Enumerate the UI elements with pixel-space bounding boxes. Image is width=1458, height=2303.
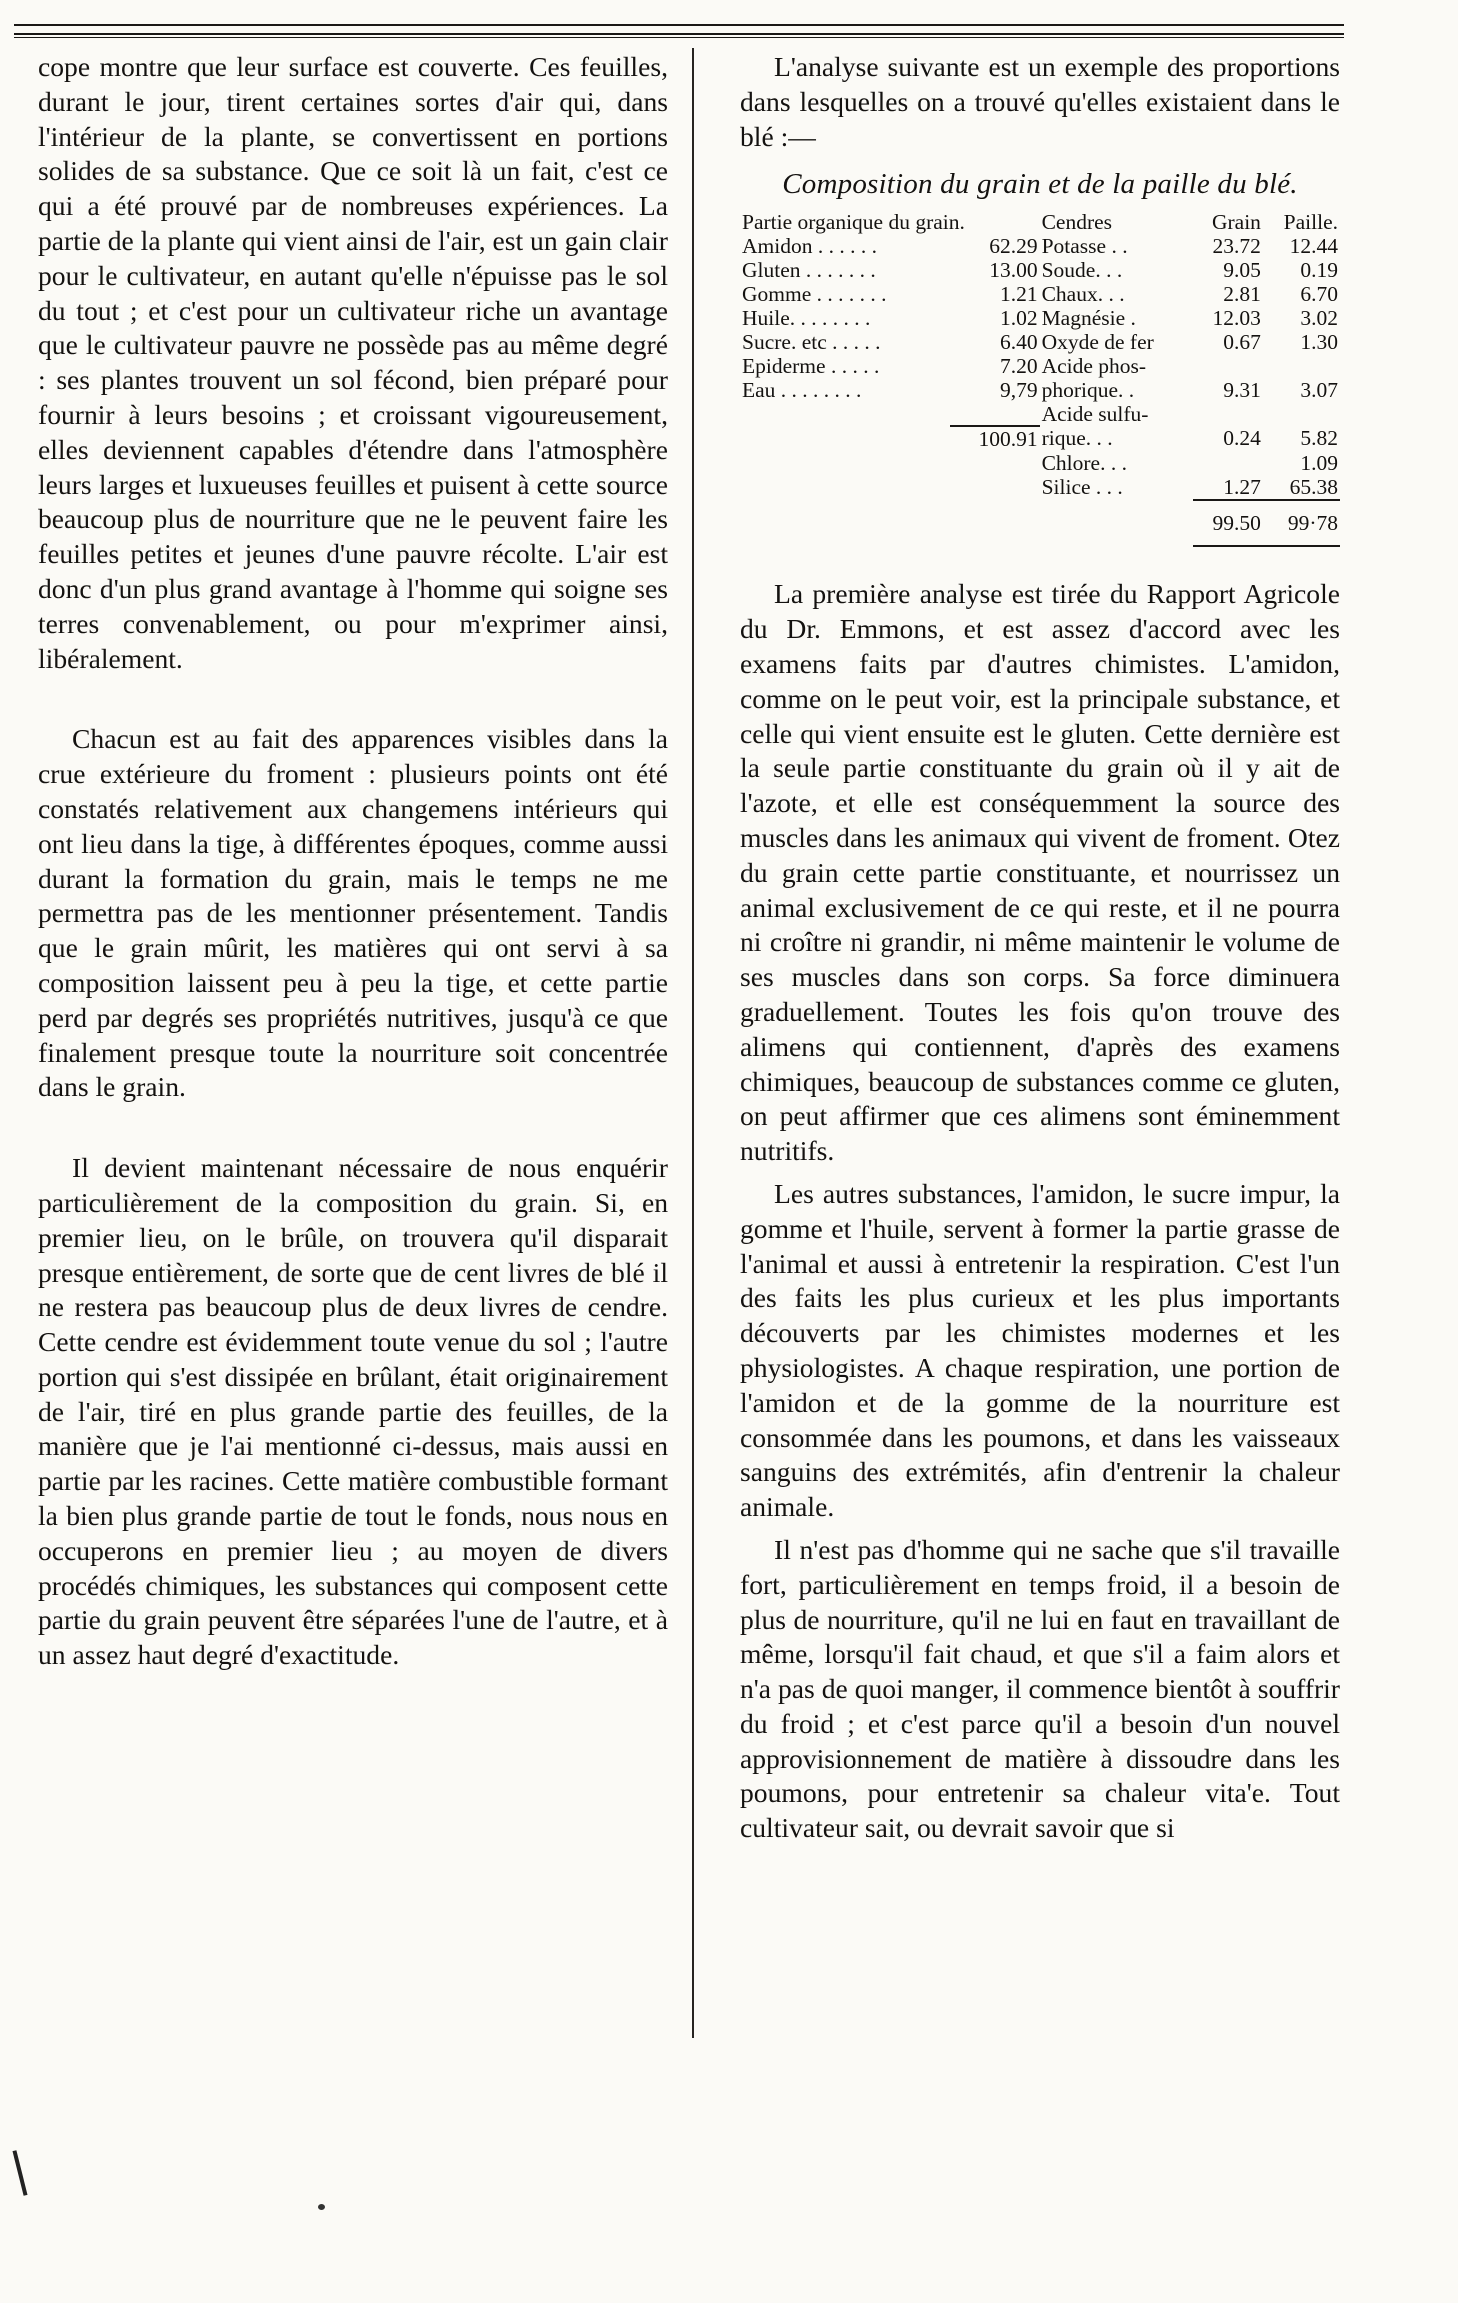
- ash-name: Soude. . .: [1041, 258, 1123, 283]
- organic-value: 62.29: [989, 234, 1038, 259]
- organic-value: 7.20: [999, 354, 1038, 379]
- grain-value: [1193, 402, 1263, 426]
- organic-name: Eau . . . . . . . .: [742, 378, 862, 403]
- organic-value: 1.02: [999, 306, 1038, 331]
- table-row: [740, 354, 1340, 378]
- table-row: [740, 330, 1340, 354]
- table-row: [740, 402, 1340, 426]
- grain-value: 2.81: [1223, 282, 1261, 307]
- grain-value: [1193, 451, 1263, 475]
- column-divider: [692, 48, 694, 2038]
- ash-name: Silice . . .: [1041, 475, 1123, 500]
- organic-value: [950, 451, 1039, 475]
- straw-value: 3.02: [1300, 306, 1338, 331]
- organic-name: [740, 426, 950, 451]
- right-column: [740, 50, 1340, 1846]
- grain-value: 9.05: [1223, 258, 1261, 283]
- grain-value: 12.03: [1212, 306, 1261, 331]
- header-grain: Grain: [1211, 210, 1261, 235]
- ash-name: phorique. .: [1041, 378, 1135, 403]
- grain-value: 1.27: [1223, 475, 1261, 500]
- organic-name: Amidon . . . . . .: [742, 234, 877, 259]
- straw-value: 65.38: [1289, 475, 1338, 500]
- straw-value: 6.70: [1300, 282, 1338, 307]
- straw-value: 12.44: [1289, 234, 1338, 259]
- organic-name: Sucre. etc . . . . .: [742, 330, 881, 355]
- header-ash: Cendres: [1041, 210, 1113, 235]
- ash-name: Acide sulfu-: [1041, 402, 1149, 427]
- table-row: [740, 451, 1340, 475]
- table-row: [740, 426, 1340, 451]
- organic-value: 9,79: [999, 378, 1038, 403]
- organic-name: [740, 475, 950, 500]
- total-spacer: [740, 500, 1193, 546]
- grain-value: 23.72: [1212, 234, 1261, 259]
- straw-value: 0.19: [1300, 258, 1338, 283]
- table-row: [740, 378, 1340, 402]
- straw-total: 99·78: [1263, 500, 1340, 546]
- left-paragraph-3: Il devient maintenant nécessaire de nous enquérir particulièrement de la composition du grain. Si, en premier lieu, on le brûle, on trouvera qu'il disparait presque entièrement, de sorte que de cent livres de blé il ne restera pas beaucoup plus de deux livres de cendre. Cette cendre est évidemment toute venue du sol ; l'autre portion qui s'est dissipée en brûlant, était originairement de l'air, tiré en plus grande partie des feuilles, de la manière que je l'ai mentionné ci-dessus, mais aussi en partie par les racines. Cette matière combustible formant la bien plus grande partie de tout le fonds, nous nous en occuperons en premier lieu ; au moyen de divers procédés chimiques, les substances qui composent cette partie du grain peuvent être séparées l'une de l'autre, et à un assez haut degré d'exactitude.: [38, 1152, 668, 1671]
- header-double-rule: [14, 24, 1344, 35]
- straw-value: [1263, 354, 1340, 378]
- header-straw: Paille.: [1283, 210, 1338, 235]
- organic-name: [740, 451, 950, 475]
- organic-name: Gluten . . . . . . .: [742, 258, 876, 283]
- ash-name: Magnésie .: [1041, 306, 1136, 331]
- ash-name: Oxyde de fer: [1041, 330, 1154, 355]
- table-row: [740, 234, 1340, 258]
- organic-name: Epiderme . . . . .: [742, 354, 880, 379]
- ash-name: Chaux. . .: [1041, 282, 1125, 307]
- organic-name: Huile. . . . . . . .: [742, 306, 871, 331]
- table-row: [740, 258, 1340, 282]
- ink-speck-mark: [318, 2204, 325, 2210]
- header-thin-rule: [14, 37, 1344, 38]
- straw-value: 1.09: [1300, 451, 1338, 476]
- table-row: [740, 475, 1340, 500]
- straw-value: [1263, 402, 1340, 426]
- grain-value: 0.24: [1223, 426, 1261, 451]
- ash-name: Chlore. . .: [1041, 451, 1127, 476]
- grain-total: 99.50: [1193, 500, 1263, 546]
- organic-value: [950, 402, 1039, 426]
- table-header-row: [740, 210, 1340, 234]
- right-paragraph-3: Il n'est pas d'homme qui ne sache que s'il travaille fort, particulièrement en temps froid, il a besoin de plus de nourriture, qu'il ne lui en faut en travaillant de même, lorsqu'il fait chaud, et que s'il a faim alors et n'a pas de quoi manger, il commence bientôt à souffrir du froid ; et c'est parce qu'il a besoin d'un nouvel approvisionnement de matière à dissoudre dans les poumons, pour entretenir sa chaleur vita'e. Tout cultivateur sait, ou devrait savoir que si: [740, 1533, 1340, 1844]
- right-paragraph-1: La première analyse est tirée du Rapport Agricole du Dr. Emmons, et est assez d'accord avec les examens faits par d'autres chimistes. L'amidon, comme on le peut voir, est la principale substance, et celle qui vient ensuite est le gluten. Cette dernière est la seule partie constituante du grain où il y ait de l'azote, et elle est conséquemment la source des muscles dans les animaux qui vivent de froment. Otez du grain cette partie constituante, et nourrissez un animal exclusivement de ce qui reste, et il ne pourra ni croître ni grandir, ni même maintenir le volume de ses muscles dans son corps. Sa force diminuera graduellement. Toutes les fois qu'on trouve des alimens qui contiennent, d'après des examens chimiques, beaucoup de substances comme ce gluten, on peut affirmer que ces alimens sont éminemment nutritifs.: [740, 578, 1340, 1167]
- table-total-row: [740, 500, 1340, 546]
- grain-value: [1193, 354, 1263, 378]
- organic-value: 1.21: [999, 282, 1038, 307]
- straw-value: 1.30: [1300, 330, 1338, 355]
- organic-name: Gomme . . . . . . .: [742, 282, 887, 307]
- table-row: [740, 282, 1340, 306]
- ash-name: rique. . .: [1041, 426, 1113, 451]
- left-paragraph-2: Chacun est au fait des apparences visibles dans la crue extérieure du froment : plusieurs points ont été constatés relativement aux changemens intérieurs qui ont lieu dans la tige, à différentes époques, comme aussi durant la formation du grain, mais le temps ne me permettra pas de les mentionner présentement. Tandis que le grain mûrit, les matières qui ont servi à sa composition laissent peu à peu la tige, et cette partie perd par degrés ses propriétés nutritives, jusqu'à ce que finalement presque toute la nourriture soit concentrée dans le grain.: [38, 723, 668, 1103]
- organic-value: [950, 475, 1039, 500]
- grain-value: 0.67: [1223, 330, 1261, 355]
- straw-value: 3.07: [1300, 378, 1338, 403]
- left-column: [38, 50, 668, 1673]
- grain-value: 9.31: [1223, 378, 1261, 403]
- table-title: Composition du grain et de la paille du blé.: [782, 168, 1298, 201]
- organic-total: 100.91: [950, 426, 1039, 451]
- ash-name: Acide phos-: [1041, 354, 1147, 379]
- left-paragraph-1: cope montre que leur surface est couverte. Ces feuilles, durant le jour, tirent certaines sortes d'air qui, dans l'intérieur de la plante, se convertissent en portions solides de sa substance. Que ce soit là un fait, c'est ce qui a été prouvé par de nombreuses expériences. La partie de la plante qui vient ainsi de l'air, est un gain clair pour le cultivateur, en autant qu'elle n'épuisse pas le sol du tout ; et c'est pour un cultivateur riche un avantage que le cultivateur pauvre ne possède pas au même degré : ses plantes trouvent un sol fécond, bien préparé pour fournir à leurs besoins ; et croissant vigoureusement, elles deviennent capables d'étendre dans l'atmosphère leurs larges et luxueuses feuilles et puisent à cette source beaucoup plus de nourriture que ne le peuvent faire les feuilles petites et jeunes d'une pauvre récolte. L'air est donc d'un plus grand avantage à l'homme qui soigne ses terres convenablement, ou pour m'exprimer ainsi, libéralement.: [38, 51, 668, 674]
- margin-stroke-mark: [12, 2150, 27, 2196]
- organic-value: 6.40: [999, 330, 1038, 355]
- ash-name: Potasse . .: [1041, 234, 1128, 259]
- composition-table: [740, 210, 1340, 547]
- straw-value: 5.82: [1300, 426, 1338, 451]
- header-organic: Partie organique du grain.: [742, 210, 965, 235]
- organic-name: [740, 402, 950, 426]
- organic-value: 13.00: [989, 258, 1038, 283]
- table-row: [740, 306, 1340, 330]
- right-intro: L'analyse suivante est un exemple des proportions dans lesquelles on a trouvé qu'elles existaient dans le blé :—: [740, 51, 1340, 152]
- right-paragraph-2: Les autres substances, l'amidon, le sucre impur, la gomme et l'huile, servent à former la partie grasse de l'animal et aussi à entretenir la respiration. C'est l'un des faits les plus curieux et les plus importants découverts par les chimistes modernes et les physiologistes. A chaque respiration, une portion de l'amidon et de la gomme de la nourriture est consommée dans les poumons, et dans les vaisseaux sanguins des extrémités, afin d'entrenir la chaleur animale.: [740, 1177, 1340, 1523]
